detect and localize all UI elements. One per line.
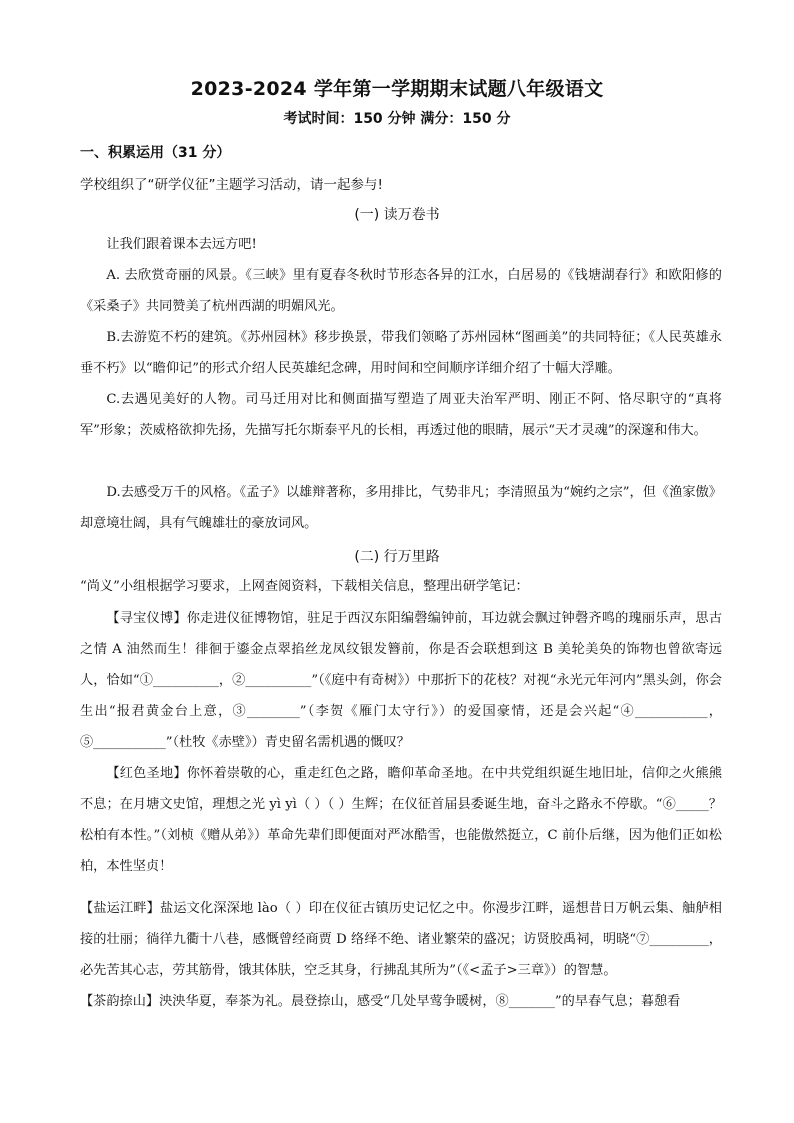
part1-item-b: B.去游览不朽的建筑。《苏州园林》移步换景，带我们领略了苏州园林“图画美”的共同特征；《人民英雄永垂不朽》以“瞻仰记”的形式介绍人民英雄纪念碑，用时间和空间顺序详细介绍了十幅大浮雕。 [80, 330, 722, 376]
tag-treasure: 【寻宝仪博】 [106, 611, 187, 626]
text-red: 你怀着崇敬的心，重走红色之路，瞻仰革命圣地。在中共党组织诞生地旧址，信仰之火熊熊不息；在月塘文史馆，理想之光 yì yì（ ）（ ）生辉；在仪征首届县委诞生地，奋斗之路永不停歇。“⑥_____？松柏有本性。”（刘桢《赠从弟》）革命先辈们即便面对严冰酷雪，也能傲然挺立，C 前仆后继，因为他们正如松柏，本性坚贞！ [80, 766, 723, 874]
paragraph-tea [80, 986, 722, 1017]
text-treasure: 你走进仪征博物馆，驻足于西汉东阳编磬编钟前，耳边就会飘过钟磬齐鸣的瑰丽乐声，思古之情 A 油然而生！徘徊于鎏金点翠掐丝龙凤纹银发簪前，你是否会联想到这 B 美轮美奂的饰物也曾欲寄远人，恰如“①__________，②__________”（《庭中有奇树》）中那折下的花枝？对视“永光元年河内”黑头剑，你会生出“报君黄金台上意，③________”（李贺《雁门太守行》）的爱国豪情，还是会兴起“④___________，⑤___________”（杜牧《赤壁》）青史留名需机遇的慨叹？ [80, 611, 723, 750]
part1-item-c: C.去遇见美好的人物。司马迁用对比和侧面描写塑造了周亚夫治军严明、刚正不阿、恪尽职守的“真将军”形象；茨威格欲抑先扬，先描写托尔斯泰平凡的长相，再透过他的眼睛，展示“天才灵魂”的深邃和伟大。 [80, 392, 722, 438]
section-heading: 一、积累运用（31 分） [80, 145, 231, 161]
text-tea: 泱泱华夏，奉茶为礼。晨登捺山，感受“几处早莺争暖树，⑧_______”的早春气息；暮憩看 [159, 994, 681, 1009]
part1-item-a: A. 去欣赏奇丽的风景。《三峡》里有夏春冬秋时节形态各异的江水，白居易的《钱塘湖春行》和欧阳修的《采桑子》共同赞美了杭州西湖的明媚风光。 [80, 268, 722, 314]
tag-red: 【红色圣地】 [106, 766, 187, 781]
exam-info: 考试时间：150 分钟 满分：150 分 [283, 111, 511, 127]
document-title: 2023-2024 学年第一学期期末试题八年级语文 [190, 78, 604, 100]
paragraph-red [80, 758, 722, 882]
text-salt: 盐运文化深深地 lào（ ）印在仪征古镇历史记忆之中。你漫步江畔，遥想昔日万帆云集、舳舻相接的壮丽；徜徉九衢十八巷，感慨曾经商贾 D 络绎不绝、诸业繁荣的盛况；访贤胶禹祠，明晓“⑦_________，必先苦其心志，劳其筋骨，饿其体肤，空乏其身，行拂乱其所为”（《<孟子>三章》）的智慧。 [80, 901, 722, 978]
paragraph-salt [80, 893, 722, 986]
part1-item-d: D.去感受万千的风格。《孟子》以雄辩著称，多用排比，气势非凡；李清照虽为“婉约之宗”，但《渔家傲》却意境壮阔，具有气魄雄壮的豪放词风。 [80, 485, 722, 531]
paragraph-treasure [80, 603, 722, 758]
part1-heading: (一) 读万卷书 [354, 207, 440, 223]
part1-lead: 让我们跟着课本去远方吧! [106, 237, 257, 252]
part2-heading: (二) 行万里路 [354, 549, 440, 565]
part2-lead: “尚义”小组根据学习要求，上网查阅资料，下载相关信息，整理出研学笔记： [80, 579, 529, 594]
tag-salt: 【盐运江畔】 [80, 901, 160, 916]
intro-text: 学校组织了“研学仪征”主题学习活动，请一起参与! [80, 177, 383, 193]
tag-tea: 【茶韵捺山】 [80, 994, 160, 1009]
